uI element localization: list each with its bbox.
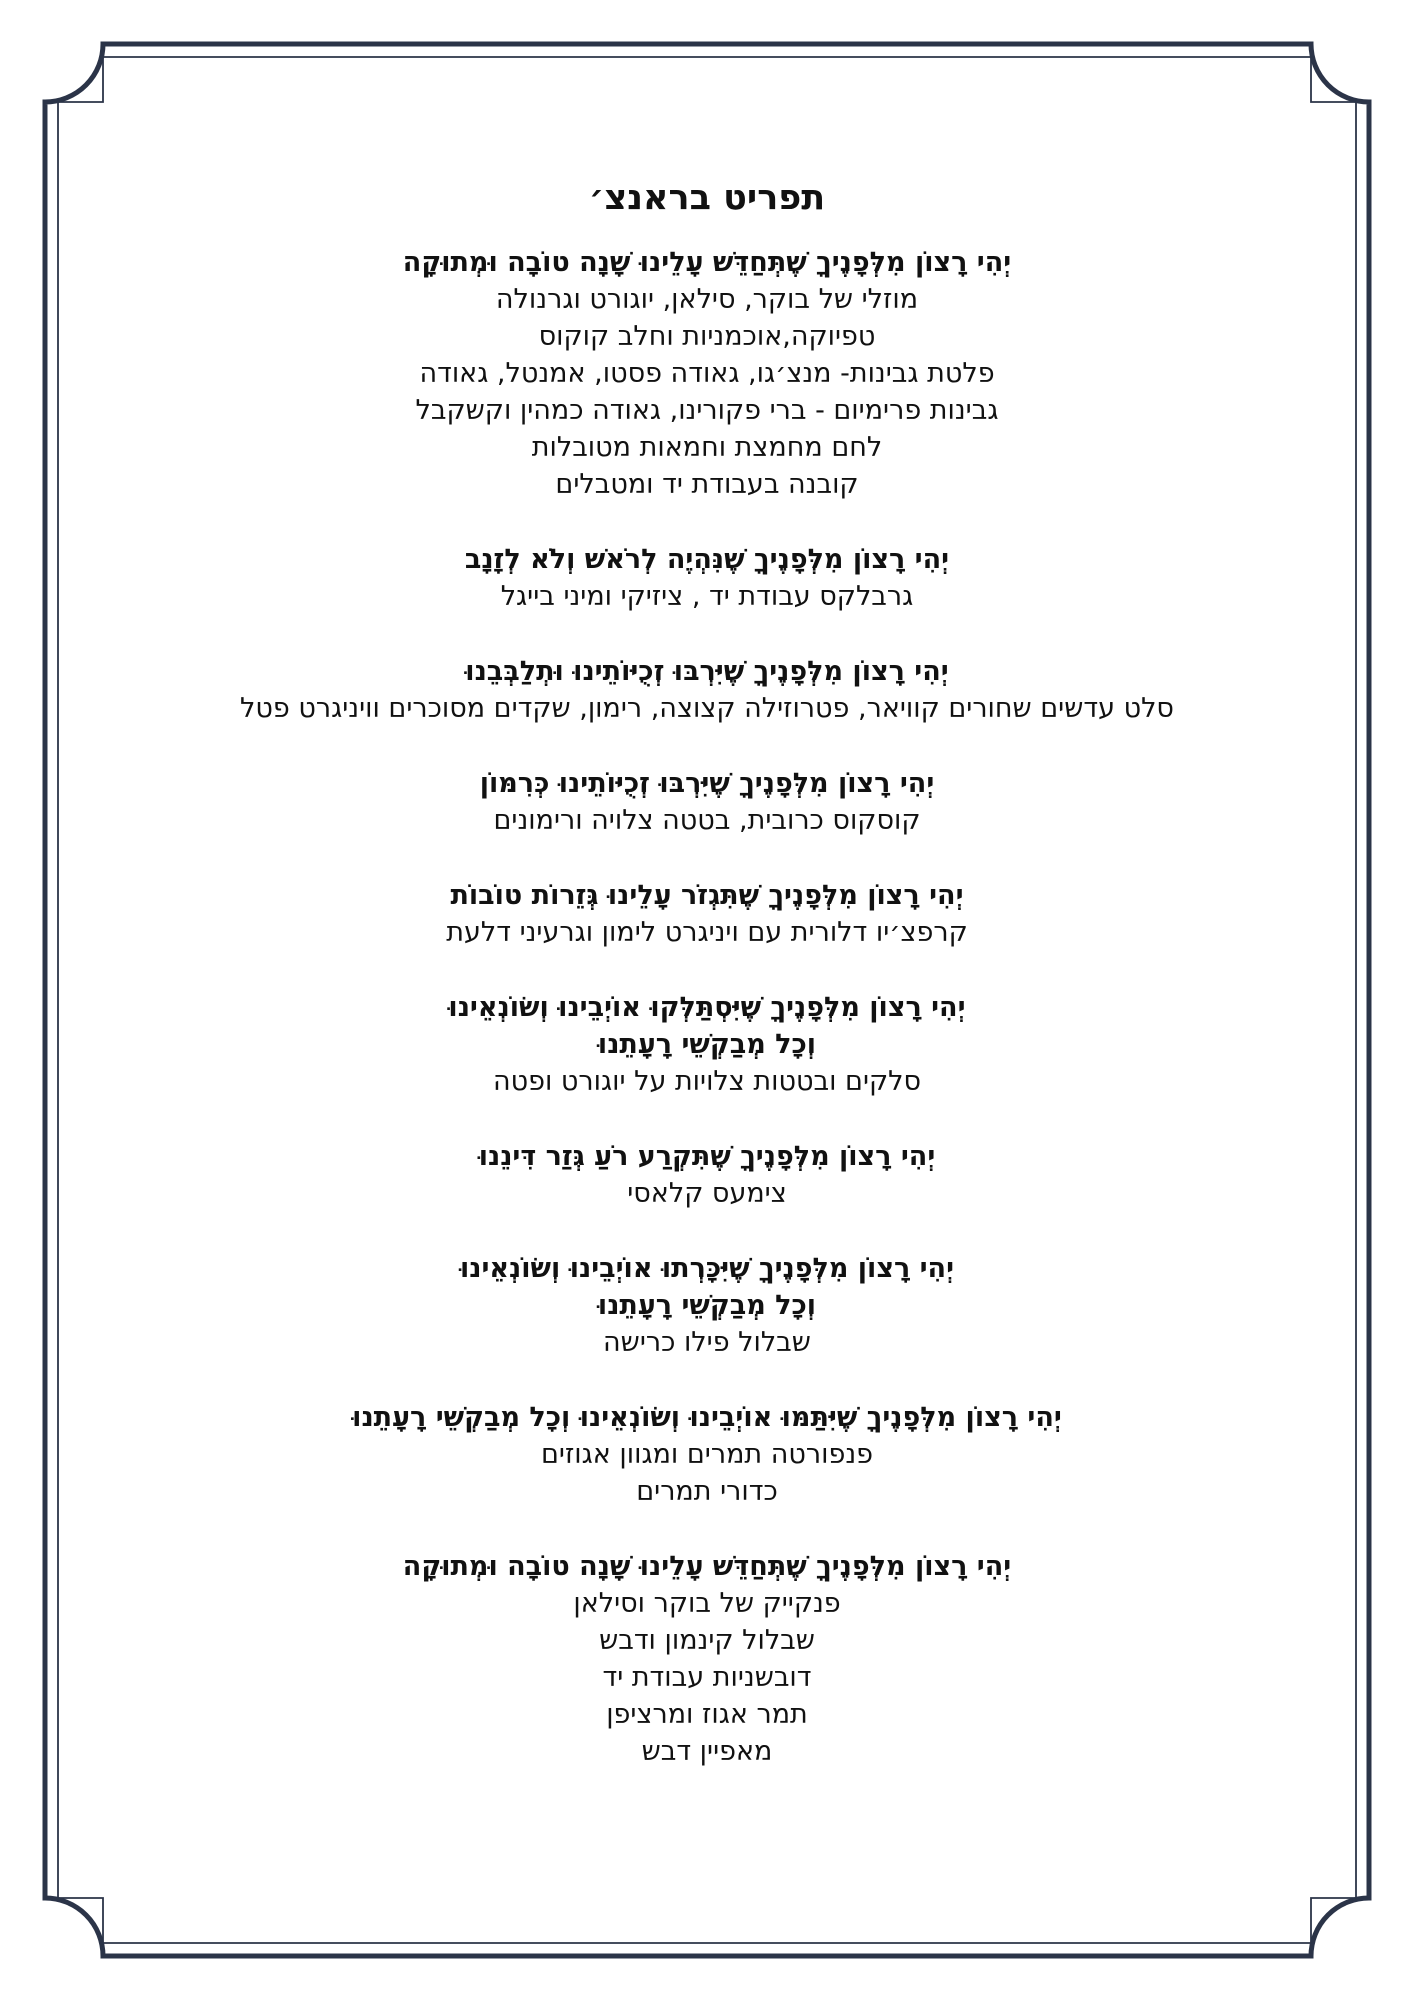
menu-section: [110, 1138, 1304, 1212]
dish-item: כדורי תמרים: [636, 1476, 778, 1507]
dish-item: קוסקוס כרובית, בטטה צלויה ורימונים: [493, 805, 921, 836]
menu-content: [110, 170, 1304, 1808]
menu-section: [110, 1548, 1304, 1770]
dish-item: לחם מחמצת וחמאות מטובלות: [531, 432, 883, 463]
dish-item: צימעס קלאסי: [627, 1178, 787, 1209]
menu-section: [110, 877, 1304, 951]
dish-item: קרפצ׳יו דלורית עם ויניגרט לימון וגרעיני דלעת: [446, 917, 968, 948]
menu-section: [110, 1399, 1304, 1510]
dish-item: סלט עדשים שחורים קוויאר, פטרוזילה קצוצה, רימון, שקדים מסוכרים וויניגרט פטל: [240, 693, 1174, 724]
dish-item: גרבלקס עבודת יד , ציזיקי ומיני בייגל: [500, 581, 914, 612]
blessing-line: וְכָל מְבַקְשֵׁי רָעָתֵנוּ: [597, 1290, 817, 1321]
menu-section: [110, 989, 1304, 1100]
blessing-line: יְהִי רָצוֹן מִלְּפָנֶיךָ שֶׁנִּהְיֶה לְרֹאשׁ וְלֹא לְזָנָב: [464, 544, 950, 575]
dish-item: תמר אגוז ומרציפן: [606, 1699, 808, 1730]
dish-item: דובשניות עבודת יד: [602, 1662, 812, 1693]
dish-item: פנפורטה תמרים ומגוון אגוזים: [540, 1439, 874, 1470]
menu-section: [110, 765, 1304, 839]
dish-item: מאפיין דבש: [641, 1736, 773, 1767]
menu-title: תפריט בראנצ׳: [588, 178, 826, 218]
menu-section: [110, 653, 1304, 727]
dish-item: פלטת גבינות- מנצ׳גו, גאודה פסטו, אמנטל, גאודה: [419, 358, 995, 389]
dish-item: שבלול פילו כרישה: [603, 1327, 811, 1358]
dish-item: שבלול קינמון ודבש: [599, 1625, 815, 1656]
blessing-line: וְכָל מְבַקְשֵׁי רָעָתֵנוּ: [597, 1029, 817, 1060]
blessing-line: יְהִי רָצוֹן מִלְּפָנֶיךָ שֶׁתְּחַדֵּשׁ עָלֵינוּ שָׁנָה טוֹבָה וּמְתוּקָה: [402, 1551, 1012, 1582]
blessing-line: יְהִי רָצוֹן מִלְּפָנֶיךָ שֶׁתִּגְזֹר עָלֵינוּ גְּזֵרוֹת טוֹבוֹת: [450, 880, 964, 911]
blessing-line: יְהִי רָצוֹן מִלְּפָנֶיךָ שֶׁיִּתַּמּוּ אוֹיְבֵינוּ וְשׂוֹנְאֵינוּ וְכָל מְבַקְשֵׁי רָעָתֵנוּ: [352, 1402, 1062, 1433]
dish-item: טפיוקה,אוכמניות וחלב קוקוס: [538, 321, 876, 352]
menu-section: [110, 244, 1304, 503]
dish-item: פנקייק של בוקר וסילאן: [573, 1588, 841, 1619]
menu-section: [110, 1250, 1304, 1361]
dish-item: סלקים ובטטות צלויות על יוגורט ופטה: [492, 1066, 922, 1097]
blessing-line: יְהִי רָצוֹן מִלְּפָנֶיךָ שֶׁיִּכָּרְתוּ אוֹיְבֵינוּ וְשׂוֹנְאֵינוּ: [459, 1253, 955, 1284]
blessing-line: יְהִי רָצוֹן מִלְּפָנֶיךָ שֶׁתִּקְרַע רֹעַ גְּזַר דִּינֵנוּ: [478, 1141, 936, 1172]
blessing-line: יְהִי רָצוֹן מִלְּפָנֶיךָ שֶׁיִּרְבּוּ זְכֻיּוֹתֵינוּ כְּרִמּוֹן: [479, 768, 935, 799]
dish-item: גבינות פרימיום - ברי פקורינו, גאודה כמהין וקשקבל: [415, 395, 999, 426]
blessing-line: יְהִי רָצוֹן מִלְּפָנֶיךָ שֶׁיִּסְתַּלְּקוּ אוֹיְבֵינוּ וְשׂוֹנְאֵינוּ: [448, 992, 966, 1023]
menu-section: [110, 541, 1304, 615]
dish-item: קובנה בעבודת יד ומטבלים: [555, 469, 859, 500]
dish-item: מוזלי של בוקר, סילאן, יוגורט וגרנולה: [495, 284, 919, 315]
blessing-line: יְהִי רָצוֹן מִלְּפָנֶיךָ שֶׁתְּחַדֵּשׁ עָלֵינוּ שָׁנָה טוֹבָה וּמְתוּקָה: [402, 247, 1012, 278]
menu-sections: [110, 244, 1304, 1770]
blessing-line: יְהִי רָצוֹן מִלְּפָנֶיךָ שֶׁיִּרְבּוּ זְכֻיּוֹתֵינוּ וּתְלַבְּבֵנוּ: [465, 656, 949, 687]
